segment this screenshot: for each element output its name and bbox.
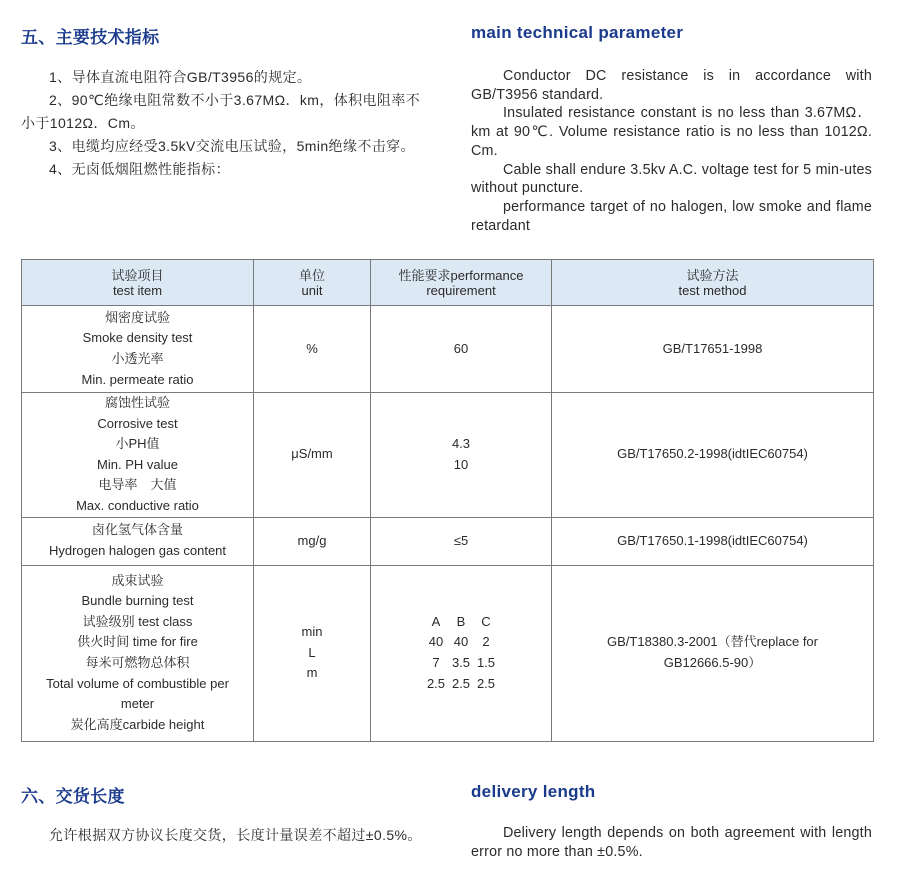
table-row (22, 517, 874, 565)
en-spec-item: Conductor DC resistance is in accordance with GB/T3956 standard. (471, 68, 872, 103)
delivery-cn-title: 六、交货长度 (21, 787, 125, 806)
perf-grid-row: A B C (431, 613, 491, 629)
cell-performance: 4.3 10 (371, 393, 552, 518)
table-row (22, 306, 874, 393)
cell-test-item: 成束试验 Bundle burning test 试验级别 test class 供火时间 time for fire 每米可燃物总体积 Total volume of combustible per meter 炭化高度carbide height (22, 565, 254, 741)
en-spec-item: Cable shall endure 3.5kv A.C. voltage test for 5 min-utes without puncture. (471, 161, 872, 197)
cell-performance (371, 565, 552, 741)
cn-spec-item: 2、90℃绝缘电阻常数不小于3.67MΩ．km，体积电阻率不小于1012Ω．Cm。 (21, 92, 421, 131)
cell-test-method: GB/T17650.1-1998(idtIEC60754) (552, 517, 874, 565)
table-header-row (22, 260, 874, 306)
en-spec-item: Insulated resistance constant is no less than 3.67MΩ．km at 90℃. Volume resistance ratio is no less than 1012Ω. Cm. (471, 105, 872, 159)
perf-grid-row: 2.5 2.5 2.5 (426, 675, 496, 691)
cn-spec-item: 4、无卤低烟阻燃性能指标： (49, 161, 230, 177)
delivery-cn-text: 允许根据双方协议长度交货，长度计量误差不超过±0.5%。 (49, 827, 422, 843)
en-spec-list (471, 67, 872, 235)
cell-test-item: 烟密度试验 Smoke density test 小透光率 Min. permeate ratio (22, 306, 254, 393)
parameter-table (21, 259, 874, 742)
cell-unit: mg/g (254, 517, 371, 565)
cell-test-item: 卤化氢气体含量 Hydrogen halogen gas content (22, 517, 254, 565)
en-spec-item: performance target of no halogen, low smoke and flame retardant (471, 198, 872, 234)
header-test-item: 试验项目 test item (22, 260, 254, 306)
table-row (22, 393, 874, 518)
cell-performance: ≤5 (371, 517, 552, 565)
cell-test-method: GB/T17650.2-1998(idtIEC60754) (552, 393, 874, 518)
cell-test-item: 腐蚀性试验 Corrosive test 小PH值 Min. PH value 电导率 大值 Max. conductive ratio (22, 393, 254, 518)
cell-unit: % (254, 306, 371, 393)
perf-grid-row: 7 3.5 1.5 (432, 655, 496, 671)
cell-unit: μS/mm (254, 393, 371, 518)
table-row (22, 565, 874, 741)
delivery-cn-text-block (21, 824, 431, 847)
cell-performance: 60 (371, 306, 552, 393)
cn-spec-list (21, 66, 431, 181)
cell-test-method: GB/T18380.3-2001（替代replace for GB12666.5-90） (552, 565, 874, 741)
delivery-en-text-block (471, 824, 872, 861)
header-performance: 性能要求performance requirement (371, 260, 552, 306)
section-en-title: main technical parameter (471, 23, 684, 42)
cell-unit: min L m (254, 565, 371, 741)
header-test-method: 试验方法 test method (552, 260, 874, 306)
delivery-en-title: delivery length (471, 782, 596, 801)
delivery-en-text: Delivery length depends on both agreement with length error no more than ±0.5%. (471, 825, 872, 860)
cell-test-method: GB/T17651-1998 (552, 306, 874, 393)
cn-spec-item: 3、电缆均应经受3.5kV交流电压试验，5min绝缘不击穿。 (49, 138, 415, 154)
section-cn-title: 五、主要技术指标 (21, 28, 160, 47)
cn-spec-item: 1、导体直流电阻符合GB/T3956的规定。 (49, 69, 312, 85)
header-unit: 单位 unit (254, 260, 371, 306)
perf-grid-row: 40 40 2 (428, 634, 490, 650)
